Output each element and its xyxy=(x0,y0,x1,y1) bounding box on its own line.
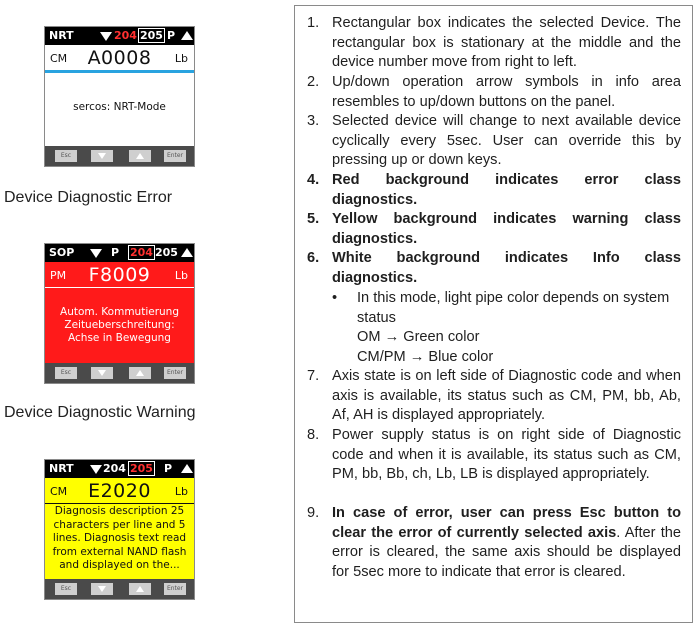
enter-button[interactable]: Enter xyxy=(164,150,186,162)
note-number: 4. xyxy=(307,172,320,188)
note-text: Selected device will change to next available device cyclically every 5sec. User can override this by pressing up or down keys. xyxy=(332,113,681,169)
diagnostic-line: Autom. Kommutierung xyxy=(60,306,179,318)
phase-label: P xyxy=(111,246,120,259)
up-arrow-icon xyxy=(181,31,193,40)
down-arrow-icon xyxy=(100,32,112,41)
divider xyxy=(45,503,194,504)
up-arrow-icon xyxy=(136,153,144,159)
device-number: 204 xyxy=(114,29,137,42)
note-text: White background indicates Info class diagnostics. xyxy=(332,250,681,286)
caption-error: Device Diagnostic Error xyxy=(4,189,173,206)
down-button[interactable] xyxy=(91,150,113,162)
panel-keypad xyxy=(45,146,194,166)
esc-button[interactable]: Esc xyxy=(55,367,77,379)
mode-label: SOP xyxy=(49,246,75,259)
device-panel-warning xyxy=(44,459,195,600)
sub-bullet-line: In this mode, light pipe color depends on system status xyxy=(357,290,670,326)
note-text: Rectangular box indicates the selected Device. The rectangular box is stationary at the middle and the device number move from right to left. xyxy=(332,15,681,71)
diagnostic-code: A0008 xyxy=(87,47,152,69)
device-number: 204 xyxy=(103,462,126,475)
power-supply-status: Lb xyxy=(174,485,188,498)
up-button[interactable] xyxy=(129,367,151,379)
phase-label: P xyxy=(164,462,173,475)
sub-bullet-line: OM → Green color xyxy=(357,329,480,346)
device-panel-info xyxy=(44,26,195,167)
up-button[interactable] xyxy=(129,583,151,595)
phase-label: P xyxy=(167,29,176,42)
axis-state: PM xyxy=(50,269,67,282)
diagnostic-text xyxy=(45,505,194,573)
power-supply-status: Lb xyxy=(174,269,188,282)
selected-device-number: 204 xyxy=(130,246,153,259)
note-text: Red background indicates error class diagnostics. xyxy=(332,172,681,208)
selected-device-number: 205 xyxy=(140,29,163,42)
note-number: 5. xyxy=(307,211,320,227)
diagnostic-line: from external NAND flash xyxy=(52,545,187,558)
note-number: 8. xyxy=(307,427,320,443)
note-text xyxy=(332,504,681,582)
device-number: 205 xyxy=(155,246,178,259)
down-arrow-icon xyxy=(98,370,106,376)
diagnostic-code-row xyxy=(45,45,194,70)
note-rest: . After the error is cleared, the same axis should be displayed for 5sec more to indicate that error is cleared. xyxy=(332,524,681,580)
axis-state: CM xyxy=(50,52,68,65)
panel-status-bar xyxy=(45,460,194,478)
down-arrow-icon xyxy=(90,465,102,474)
panel-status-bar xyxy=(45,244,194,262)
note-text: Yellow background indicates warning class diagnostics. xyxy=(332,211,681,247)
panel-keypad xyxy=(45,579,194,599)
sub-bullet-line: CM/PM → Blue color xyxy=(357,348,494,365)
bullet-icon: • xyxy=(332,290,338,306)
down-button[interactable] xyxy=(91,583,113,595)
diagnostic-line: characters per line and 5 xyxy=(53,518,186,531)
diagnostic-code: E2020 xyxy=(88,480,151,502)
diagnostic-line: Diagnosis description 25 xyxy=(54,505,185,517)
axis-state: CM xyxy=(50,485,68,498)
esc-button[interactable]: Esc xyxy=(55,150,77,162)
up-arrow-icon xyxy=(136,370,144,376)
mode-label: NRT xyxy=(49,29,74,42)
note-number: 9. xyxy=(307,505,320,521)
down-arrow-icon xyxy=(90,249,102,258)
mode-label: NRT xyxy=(49,462,74,475)
diagnostic-code-row xyxy=(45,262,194,287)
up-arrow-icon xyxy=(136,586,144,592)
down-button[interactable] xyxy=(91,367,113,379)
down-arrow-icon xyxy=(98,153,106,159)
down-arrow-icon xyxy=(98,586,106,592)
light-pipe-bar xyxy=(45,70,194,73)
notes-panel xyxy=(294,5,693,623)
device-panel-error xyxy=(44,243,195,384)
note-number: 7. xyxy=(307,368,320,384)
panel-keypad xyxy=(45,363,194,383)
diagnostic-line: and displayed on the... xyxy=(59,559,180,572)
diagnostic-code: F8009 xyxy=(88,264,151,286)
note-emphasis: In case of error, user can press Esc button to clear the error of currently selected axis xyxy=(332,505,681,541)
enter-button[interactable]: Enter xyxy=(164,367,186,379)
note-text: Power supply status is on right side of Diagnostic code and when it is available, its status such as CM, PM, bb, Bb, ch, Lb, LB is displayed appropriately. xyxy=(332,427,681,483)
diagnostic-line: Achse in Bewegung xyxy=(68,332,171,344)
diagnostic-text xyxy=(45,101,194,114)
diagnostic-line: sercos: NRT-Mode xyxy=(73,101,166,113)
selected-device-number: 205 xyxy=(130,462,153,475)
note-number: 1. xyxy=(307,15,320,31)
diagnostic-text xyxy=(45,306,194,345)
note-text: Axis state is on left side of Diagnostic code and when axis is available, its status such as CM, PM, bb, Ab, Af, AH is displayed appropriately. xyxy=(332,368,681,424)
note-number: 3. xyxy=(307,113,320,129)
up-button[interactable] xyxy=(129,150,151,162)
note-text: Up/down operation arrow symbols in info area resembles to up/down buttons on the panel. xyxy=(332,74,681,110)
esc-button[interactable]: Esc xyxy=(55,583,77,595)
diagnostic-code-row xyxy=(45,478,194,503)
diagnostic-line: Zeitueberschreitung: xyxy=(64,319,175,331)
divider xyxy=(45,287,194,288)
note-number: 6. xyxy=(307,250,320,266)
power-supply-status: Lb xyxy=(174,52,188,65)
enter-button[interactable]: Enter xyxy=(164,583,186,595)
panel-status-bar xyxy=(45,27,194,45)
up-arrow-icon xyxy=(181,248,193,257)
caption-warning: Device Diagnostic Warning xyxy=(4,404,196,421)
note-number: 2. xyxy=(307,74,320,90)
diagnostic-line: lines. Diagnosis text read xyxy=(52,532,187,545)
sub-bullet-text xyxy=(357,289,682,367)
up-arrow-icon xyxy=(181,464,193,473)
